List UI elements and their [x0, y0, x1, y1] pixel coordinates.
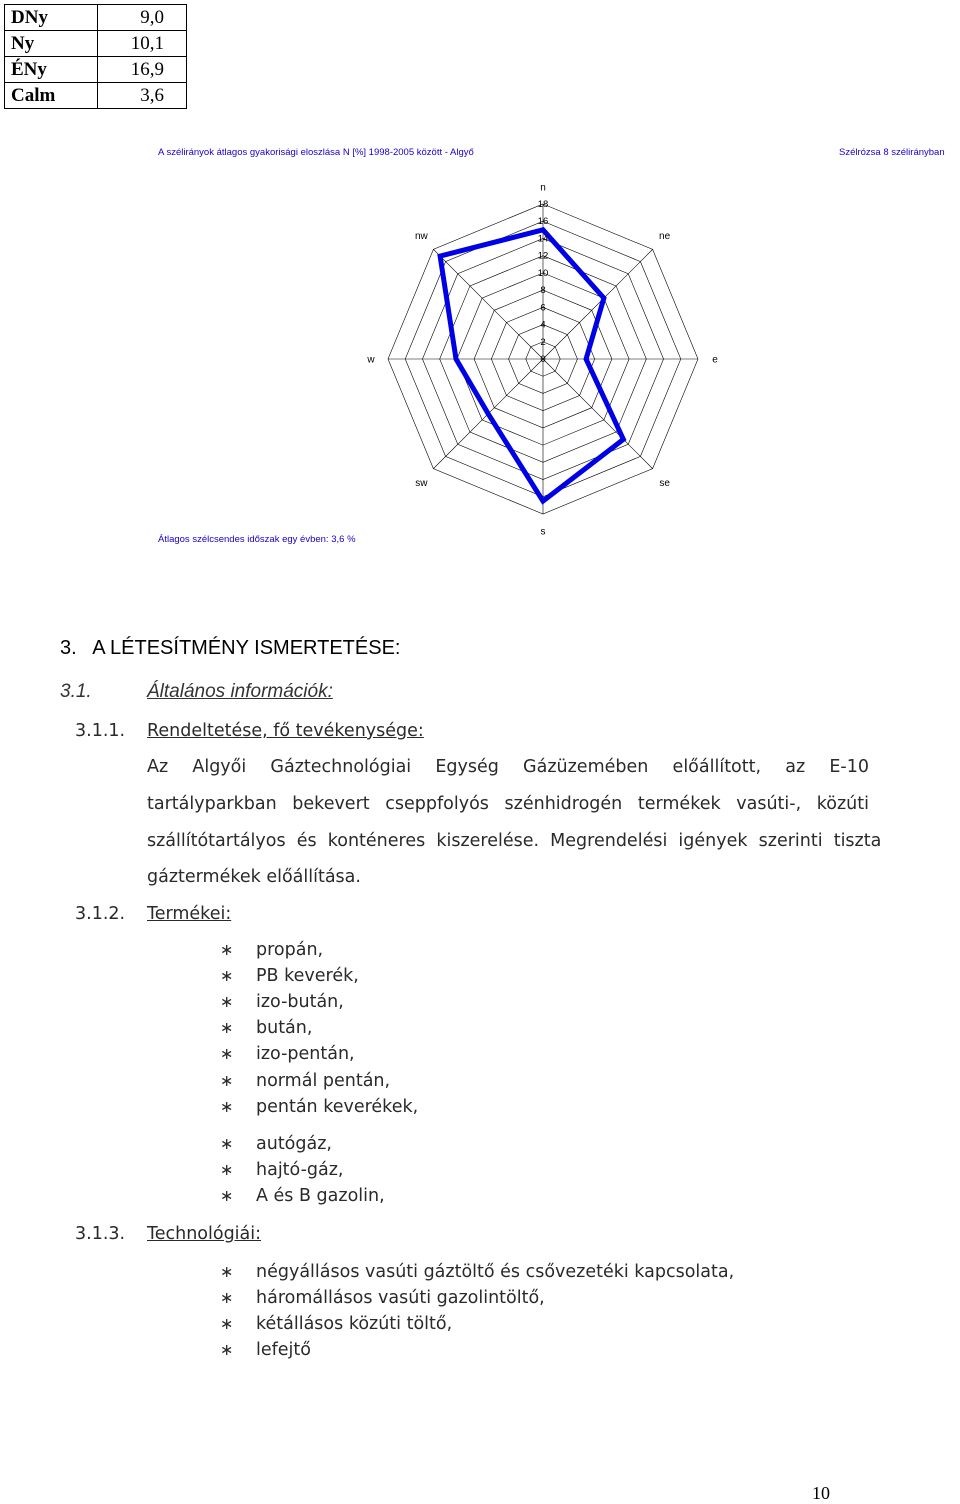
wind-frequency-table — [4, 4, 187, 109]
paragraph-line: Az Algyői Gáztechnológiai Egység Gázüzemében előállított, az E-10 — [147, 757, 869, 777]
bullet-icon: ∗ — [220, 1262, 234, 1281]
item-number: 3.1.2. — [75, 904, 126, 924]
list-item-label: hajtó-gáz, — [256, 1160, 344, 1180]
series-line — [440, 230, 623, 501]
item-title: Technológiái: — [147, 1224, 262, 1244]
bullet-icon: ∗ — [220, 966, 234, 985]
list-item-label: PB keverék, — [256, 966, 359, 986]
bullet-icon: ∗ — [220, 1134, 234, 1153]
list-item-label: propán, — [256, 940, 324, 960]
list-item-label: izo-pentán, — [256, 1044, 355, 1064]
calm-note — [158, 534, 356, 545]
list-item-label: kétállásos közúti töltő, — [256, 1314, 453, 1334]
list-item-label: izo-bután, — [256, 992, 344, 1012]
direction-cell: ÉNy — [5, 57, 98, 83]
section-heading: 3. A LÉTESÍTMÉNY ISMERTETÉSE: — [60, 637, 401, 659]
list-item-label: lefejtő — [256, 1340, 311, 1360]
tick-label: 18 — [537, 199, 549, 210]
category-label: n — [540, 182, 546, 194]
list-item — [220, 1262, 734, 1282]
tick-label: 12 — [537, 250, 549, 262]
list-item-label: pentán keverékek, — [256, 1097, 419, 1117]
list-item — [220, 1134, 332, 1154]
tick-label: 8 — [540, 285, 546, 297]
tick-label: 16 — [537, 216, 549, 228]
list-item-label: négyállásos vasúti gáztöltő és csővezetéki kapcsolata, — [256, 1262, 735, 1282]
bullet-icon: ∗ — [220, 940, 234, 959]
bullet-icon: ∗ — [220, 1340, 234, 1359]
value-cell: 16,9 — [98, 57, 187, 83]
tick-label: 14 — [537, 233, 549, 245]
category-label: s — [540, 526, 546, 538]
category-label: ne — [659, 230, 671, 242]
table-row — [5, 57, 187, 83]
bullet-icon: ∗ — [220, 1314, 234, 1333]
wind-rose-chart — [360, 170, 760, 550]
page-number: 10 — [812, 1483, 830, 1503]
bullet-icon: ∗ — [220, 1160, 234, 1179]
tick-label: 10 — [537, 267, 549, 279]
paragraph-line: gáztermékek előállítása. — [147, 867, 361, 887]
value-cell: 3,6 — [98, 83, 187, 109]
item-number: 3.1.3. — [75, 1224, 126, 1244]
list-item — [220, 1044, 355, 1064]
direction-cell: DNy — [5, 5, 98, 31]
category-label: w — [367, 354, 375, 366]
category-label: nw — [415, 230, 428, 242]
bullet-icon: ∗ — [220, 1044, 234, 1063]
value-cell: 10,1 — [98, 31, 187, 57]
tick-label: 6 — [540, 302, 546, 314]
list-item — [220, 966, 359, 986]
list-item — [220, 1160, 343, 1180]
bullet-icon: ∗ — [220, 1186, 234, 1205]
chart-subtitle: Szélrózsa 8 szélirányban — [839, 147, 945, 158]
direction-cell: Calm — [5, 83, 98, 109]
bullet-icon: ∗ — [220, 992, 234, 1011]
list-item — [220, 1097, 418, 1117]
grid-spoke — [543, 359, 653, 469]
calm-note-label: Átlagos szélcsendes időszak egy évben: — [158, 534, 329, 545]
list-item — [220, 1018, 312, 1038]
category-label: se — [659, 478, 670, 490]
value-cell: 9,0 — [98, 5, 187, 31]
list-item — [220, 1186, 385, 1206]
item-title: Termékei: — [147, 904, 232, 924]
table-row — [5, 31, 187, 57]
list-item — [220, 992, 344, 1012]
list-item-label: A és B gazolin, — [256, 1186, 385, 1206]
direction-cell: Ny — [5, 31, 98, 57]
category-label: sw — [415, 478, 428, 490]
list-item — [220, 1340, 311, 1360]
grid-spoke — [543, 249, 653, 359]
tick-label: 0 — [540, 354, 546, 365]
list-item — [220, 1071, 390, 1091]
bullet-icon: ∗ — [220, 1018, 234, 1037]
item-title: Rendeltetése, fő tevékenysége: — [147, 721, 424, 741]
subsection-title: Általános információk: — [147, 681, 333, 702]
paragraph-line: tartályparkban bekevert cseppfolyós szénhidrogén termékek vasúti-, közúti — [147, 794, 869, 814]
list-item — [220, 1288, 545, 1308]
item-number: 3.1.1. — [75, 721, 126, 741]
tick-label: 2 — [540, 336, 546, 348]
list-item-label: autógáz, — [256, 1134, 332, 1154]
list-item-label: háromállásos vasúti gazolintöltő, — [256, 1288, 545, 1308]
list-item — [220, 1314, 452, 1334]
subsection-number: 3.1. — [60, 681, 92, 702]
bullet-icon: ∗ — [220, 1097, 234, 1116]
table-row — [5, 5, 187, 31]
bullet-icon: ∗ — [220, 1288, 234, 1307]
table-row — [5, 83, 187, 109]
tick-label: 4 — [540, 319, 546, 331]
list-item-label: bután, — [256, 1018, 313, 1038]
list-item-label: normál pentán, — [256, 1071, 391, 1091]
category-label: e — [712, 354, 718, 366]
calm-note-value: 3,6 % — [331, 534, 356, 545]
chart-title: A szélirányok átlagos gyakorisági eloszlása N [%] 1998-2005 között - Algyő — [158, 147, 474, 158]
paragraph-line: szállítótartályos és konténeres kiszerelése. Megrendelési igények szerinti tiszta — [147, 831, 882, 851]
list-item — [220, 940, 323, 960]
bullet-icon: ∗ — [220, 1071, 234, 1090]
